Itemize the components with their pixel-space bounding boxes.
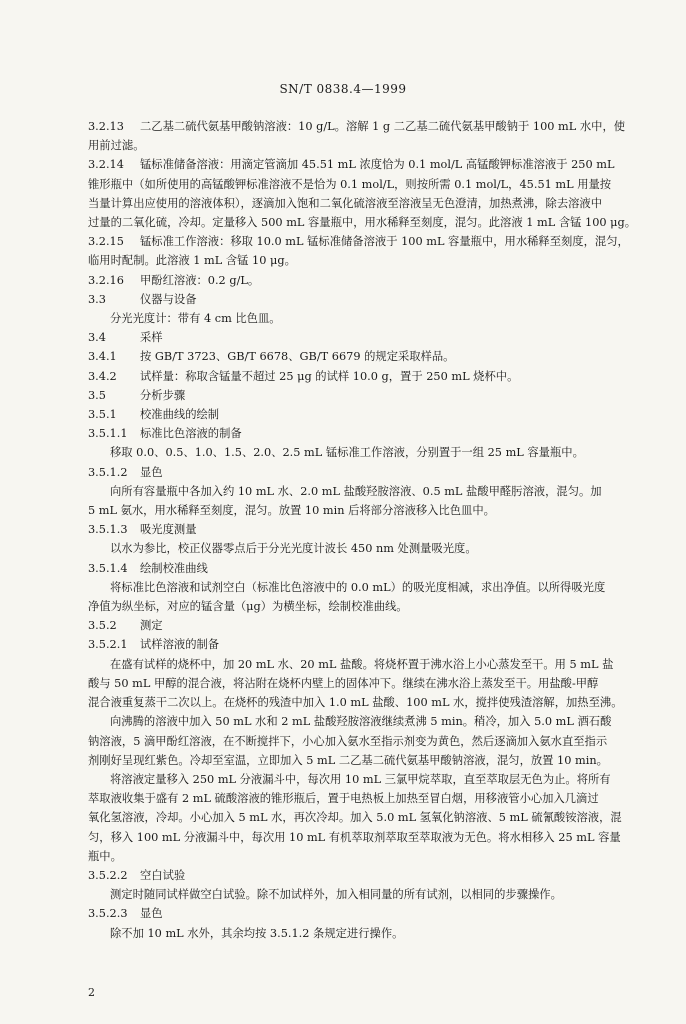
line-text: 显色 bbox=[140, 465, 163, 479]
line-text: 萃取液收集于盛有 2 mL 硫酸溶液的锥形瓶后，置于电热板上加热至冒白烟，用移液管小心加入几滴过 bbox=[88, 792, 599, 806]
text-line bbox=[88, 367, 662, 386]
line-text: 空白试验 bbox=[140, 868, 186, 882]
line-text: 混合液重复蒸干二次以上。在烧杯的残渣中加入 1.0 mL 盐酸、100 mL 水，搅拌使残渣溶解，加热至沸。 bbox=[88, 696, 623, 710]
line-text: 净值为纵坐标，对应的锰含量（μg）为横坐标，绘制校准曲线。 bbox=[88, 600, 408, 614]
clause-number: 3.5.2.2 bbox=[88, 868, 128, 882]
clause-number: 3.4.2 bbox=[88, 369, 117, 383]
text-line bbox=[88, 232, 662, 251]
clause-number: 3.2.15 bbox=[88, 235, 124, 249]
line-text: 5 mL 氨水，用水稀释至刻度，混匀。放置 10 min 后将部分溶液移入比色皿中。 bbox=[88, 504, 495, 518]
clause-number: 3.3 bbox=[88, 292, 106, 306]
clause-number: 3.4 bbox=[88, 331, 106, 345]
text-line bbox=[88, 712, 662, 731]
line-text: 向沸腾的溶液中加入 50 mL 水和 2 mL 盐酸羟胺溶液继续煮沸 5 min。稍冷，加入 5.0 mL 酒石酸 bbox=[110, 715, 612, 729]
text-line bbox=[88, 616, 662, 635]
text-line bbox=[88, 251, 662, 270]
line-text: 仪器与设备 bbox=[140, 292, 197, 306]
text-line bbox=[88, 751, 662, 770]
page-number: 2 bbox=[88, 986, 95, 999]
clause-number: 3.2.16 bbox=[88, 273, 124, 287]
clause-number: 3.4.1 bbox=[88, 350, 117, 364]
line-text: 标准比色溶液的制备 bbox=[140, 427, 242, 441]
text-line bbox=[88, 924, 662, 943]
line-text: 将标准比色溶液和试剂空白（标准比色溶液中的 0.0 mL）的吸光度相减，求出净值。以所得吸光度 bbox=[110, 580, 606, 594]
clause-number: 3.5.1.1 bbox=[88, 427, 128, 441]
line-text: 显色 bbox=[140, 907, 163, 921]
clause-number: 3.2.13 bbox=[88, 120, 124, 133]
line-text: 测定时随同试样做空白试验。除不加试样外，加入相同量的所有试剂，以相同的步骤操作。 bbox=[110, 888, 562, 902]
line-text: 酸与 50 mL 甲醇的混合液，将沾附在烧杯内壁上的固体冲下。继续在沸水浴上蒸发至干。用盐酸-甲醇 bbox=[88, 676, 599, 690]
text-line bbox=[88, 482, 662, 501]
text-line bbox=[88, 828, 662, 847]
line-text: 钠溶液，5 滴甲酚红溶液，在不断搅拌下，小心加入氨水至指示剂变为黄色，然后逐滴加入氨水直至指示 bbox=[88, 734, 608, 748]
text-line bbox=[88, 866, 662, 885]
text-line bbox=[88, 885, 662, 904]
text-line bbox=[88, 539, 662, 558]
clause-number: 3.5.2.1 bbox=[88, 638, 128, 652]
text-line bbox=[88, 847, 662, 866]
line-text: 按 GB/T 3723、GB/T 6678、GB/T 6679 的规定采取样品。 bbox=[140, 350, 455, 364]
text-line bbox=[88, 309, 662, 328]
line-text: 过量的二氧化硫，冷却。定量移入 500 mL 容量瓶中，用水稀释至刻度，混匀。此溶液 1 mL 含锰 100 μg。 bbox=[88, 216, 637, 230]
page-body bbox=[88, 117, 662, 943]
line-text: 用前过滤。 bbox=[88, 139, 145, 153]
text-line bbox=[88, 271, 662, 290]
line-text: 匀，移入 100 mL 分液漏斗中，每次用 10 mL 有机萃取剂萃取至萃取液为无色。将水相移入 25 mL 容量 bbox=[88, 830, 621, 844]
line-text: 试样量：称取含锰量不超过 25 μg 的试样 10.0 g，置于 250 mL 烧杯中。 bbox=[140, 369, 519, 383]
line-text: 向所有容量瓶中各加入约 10 mL 水、2.0 mL 盐酸羟胺溶液、0.5 mL 盐酸甲醛肟溶液，混匀。加 bbox=[110, 484, 602, 498]
clause-number: 3.5.1.3 bbox=[88, 523, 128, 537]
text-line bbox=[88, 463, 662, 482]
clause-number: 3.5.1.4 bbox=[88, 561, 128, 575]
page-header: SN/T 0838.4—1999 bbox=[279, 82, 407, 96]
line-text: 锰标准储备溶液：用滴定管滴加 45.51 mL 浓度恰为 0.1 mol/L 高锰酸钾标准溶液于 250 mL bbox=[140, 158, 615, 172]
line-text: 氧化氢溶液，冷却。小心加入 5 mL 水，再次冷却。加入 5.0 mL 氢氧化钠溶液、5 mL 硫氰酸铵溶液，混 bbox=[88, 811, 622, 825]
clause-number: 3.5 bbox=[88, 388, 106, 402]
text-line bbox=[88, 808, 662, 827]
text-line bbox=[88, 635, 662, 654]
text-line bbox=[88, 386, 662, 405]
text-line bbox=[88, 559, 662, 578]
line-text: 以水为参比，校正仪器零点后于分光光度计波长 450 nm 处测量吸光度。 bbox=[110, 542, 477, 556]
text-line bbox=[88, 405, 662, 424]
clause-number: 3.2.14 bbox=[88, 158, 124, 172]
text-line bbox=[88, 501, 662, 520]
line-text: 移取 0.0、0.5、1.0、1.5、2.0、2.5 mL 锰标准工作溶液，分别置于一组 25 mL 容量瓶中。 bbox=[110, 446, 584, 460]
text-line bbox=[88, 674, 662, 693]
line-text: 甲酚红溶液：0.2 g/L。 bbox=[140, 273, 260, 287]
line-text: 在盛有试样的烧杯中，加 20 mL 水、20 mL 盐酸。将烧杯置于沸水浴上小心蒸发至干。用 5 mL 盐 bbox=[110, 657, 614, 671]
text-line bbox=[88, 155, 662, 174]
line-text: 当量计算出应使用的溶液体积），逐滴加入饱和二氧化硫溶液至溶液呈无色澄清，加热煮沸，除去溶液中 bbox=[88, 196, 603, 210]
line-text: 绘制校准曲线 bbox=[140, 561, 208, 575]
line-text: 吸光度测量 bbox=[140, 523, 197, 537]
line-text: 校准曲线的绘制 bbox=[140, 408, 220, 422]
text-line bbox=[88, 732, 662, 751]
text-line bbox=[88, 194, 662, 213]
line-text: 瓶中。 bbox=[88, 849, 122, 863]
clause-number: 3.5.2.3 bbox=[88, 907, 128, 921]
line-text: 采样 bbox=[140, 331, 163, 345]
line-text: 分光光度计：带有 4 cm 比色皿。 bbox=[110, 312, 281, 326]
text-line bbox=[88, 424, 662, 443]
line-text: 将溶液定量移入 250 mL 分液漏斗中，每次用 10 mL 三氯甲烷萃取，直至萃取层无色为止。将所有 bbox=[110, 772, 611, 786]
text-line bbox=[88, 290, 662, 309]
line-text: 锥形瓶中（如所使用的高锰酸钾标准溶液不是恰为 0.1 mol/L，则按所需 0.1 mol/L，45.51 mL 用量按 bbox=[88, 177, 612, 191]
line-text: 二乙基二硫代氨基甲酸钠溶液：10 g/L。溶解 1 g 二乙基二硫代氨基甲酸钠于 100 mL 水中，使 bbox=[140, 120, 626, 133]
text-line bbox=[88, 443, 662, 462]
text-line bbox=[88, 578, 662, 597]
text-line bbox=[88, 175, 662, 194]
clause-number: 3.5.1.2 bbox=[88, 465, 128, 479]
line-text: 剂刚好呈现红紫色。冷却至室温，立即加入 5 mL 二乙基二硫代氨基甲酸钠溶液，混匀，放置 10 min。 bbox=[88, 753, 608, 767]
text-line bbox=[88, 693, 662, 712]
text-line bbox=[88, 520, 662, 539]
clause-number: 3.5.2 bbox=[88, 619, 117, 633]
text-line bbox=[88, 789, 662, 808]
text-line bbox=[88, 213, 662, 232]
text-line bbox=[88, 347, 662, 366]
line-text: 锰标准工作溶液：移取 10.0 mL 锰标准储备溶液于 100 mL 容量瓶中，用水稀释至刻度，混匀， bbox=[140, 235, 629, 249]
line-text: 除不加 10 mL 水外，其余均按 3.5.1.2 条规定进行操作。 bbox=[110, 926, 404, 940]
text-line bbox=[88, 597, 662, 616]
clause-number: 3.5.1 bbox=[88, 408, 117, 422]
text-line bbox=[88, 904, 662, 923]
line-text: 分析步骤 bbox=[140, 388, 186, 402]
text-line bbox=[88, 328, 662, 347]
line-text: 试样溶液的制备 bbox=[140, 638, 220, 652]
text-line bbox=[88, 655, 662, 674]
line-text: 测定 bbox=[140, 619, 163, 633]
line-text: 临用时配制。此溶液 1 mL 含锰 10 μg。 bbox=[88, 254, 296, 268]
text-line bbox=[88, 136, 662, 155]
text-line bbox=[88, 770, 662, 789]
text-line bbox=[88, 117, 662, 136]
